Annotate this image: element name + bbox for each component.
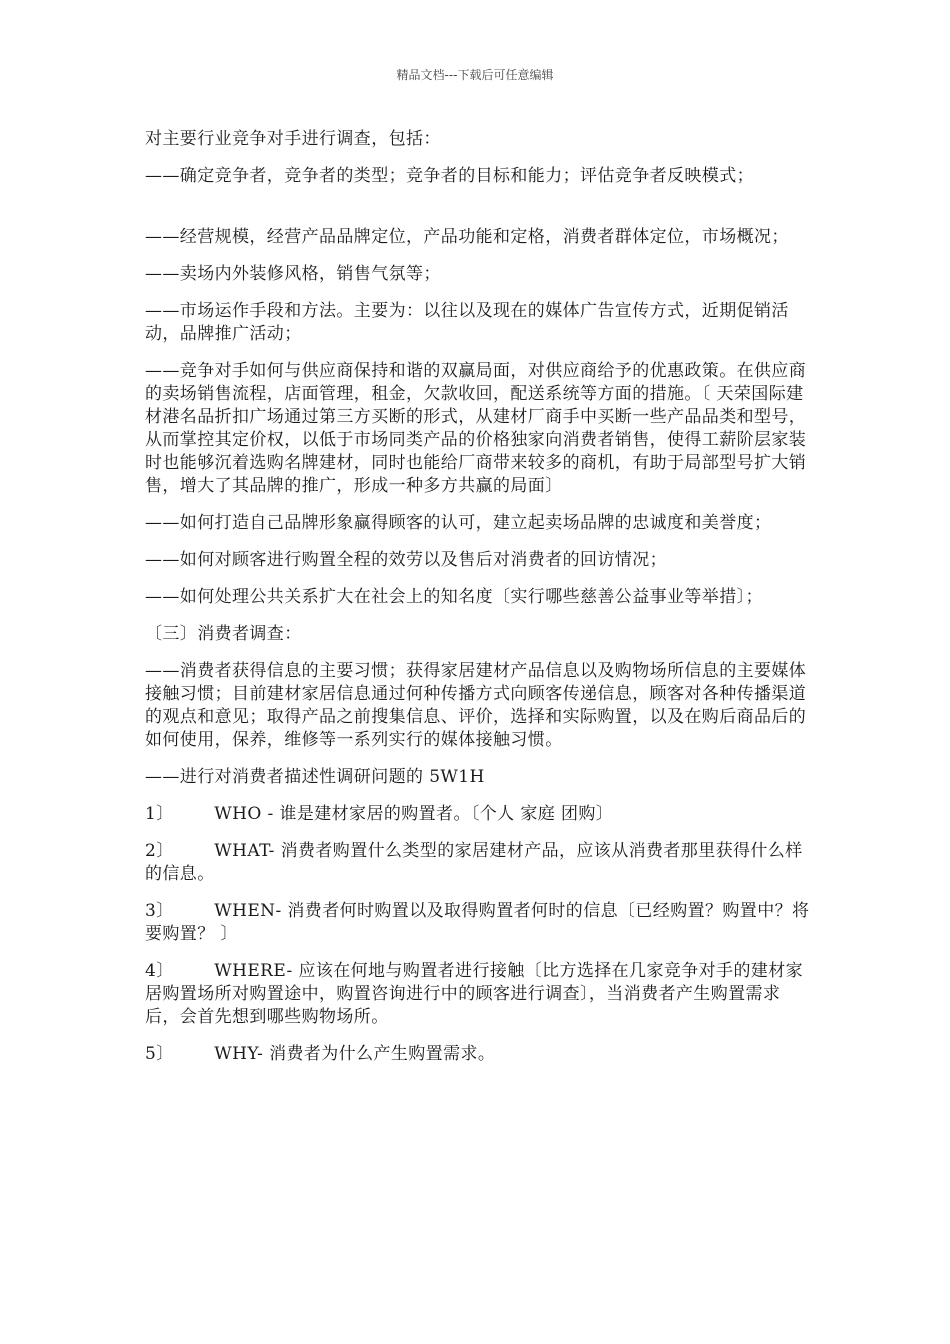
list-number: 4〕 [145,961,174,981]
paragraph: ——卖场内外装修风格，销售气氛等； [145,264,441,284]
list-text: WHERE- 应该在何地与购置者进行接触〔比方选择在几家竞争对手的建材家居购置场所对购置途中，购置咨询进行中的顾客进行调查〕，当消费者产生购置需求后，会首先想到哪些购物场所。 [145,961,804,1027]
list-text: WHEN- 消费者何时购置以及取得购置者何时的信息〔已经购置？购置中？将要购置？ 〕 [145,901,810,944]
list-item [145,840,815,886]
list-item [145,960,815,1029]
paragraph: ——如何对顾客进行购置全程的效劳以及售后对消费者的回访情况； [145,550,667,570]
list-item [145,900,815,946]
paragraph: ——消费者获得信息的主要习惯；获得家居建材产品信息以及购物场所信息的主要媒体接触习惯；目前建材家居信息通过何种传播方式向顾客传递信息，顾客对各种传播渠道的观点和意见；取得产品之前搜集信息、评价，选择和实际购置，以及在购后商品后的如何使用，保养，维修等一系列实行的媒体接触习惯。 [145,661,807,750]
list-number: 2〕 [145,841,174,861]
document-body [145,128,815,1080]
page-header: 精品文档---下载后可任意编辑 [396,68,554,82]
section-heading: 〔三〕消费者调查： [145,624,302,644]
list-number: 3〕 [145,901,174,921]
paragraph: ——确定竞争者，竞争者的类型；竞争者的目标和能力；评估竞争者反映模式； [145,166,754,186]
paragraph: ——如何打造自己品牌形象赢得顾客的认可，建立起卖场品牌的忠诚度和美誉度； [145,513,772,533]
list-item [145,1043,815,1066]
paragraph: ——竞争对手如何与供应商保持和谐的双赢局面，对供应商给予的优惠政策。在供应商的卖场销售流程，店面管理，租金，欠款收回，配送系统等方面的措施。〔 天荣国际建材港名品折扣广场通过第三方买断的形式，从建材厂商手中买断一些产品品类和型号，从而掌控其定价权，以低于市场同类产品的价格独家向消费者销售，使得工薪阶层家装时也能够沉着选购名牌建材，同时也能给厂商带来较多的商机，有助于局部型号扩大销售，增大了其品牌的推广，形成一种多方共赢的局面〕 [145,361,807,496]
list-text: WHAT- 消费者购置什么类型的家居建材产品，应该从消费者那里获得什么样的信息。 [145,841,803,884]
paragraph: ——进行对消费者描述性调研问题的 5W1H [145,767,485,787]
list-item [145,803,815,826]
list-text: WHO - 谁是建材家居的购置者。〔个人 家庭 团购〕 [214,804,614,824]
list-number: 1〕 [145,804,174,824]
list-number: 5〕 [145,1044,174,1064]
list-text: WHY- 消费者为什么产生购置需求。 [214,1044,496,1064]
paragraph: ——市场运作手段和方法。主要为：以往以及现在的媒体广告宣传方式，近期促销活动，品牌推广活动； [145,301,789,344]
paragraph: 对主要行业竞争对手进行调查，包括： [145,129,441,149]
paragraph: ——如何处理公共关系扩大在社会上的知名度〔实行哪些慈善公益事业等举措〕； [145,587,763,607]
paragraph: ——经营规模，经营产品品牌定位，产品功能和定格，消费者群体定位，市场概况； [145,227,789,247]
